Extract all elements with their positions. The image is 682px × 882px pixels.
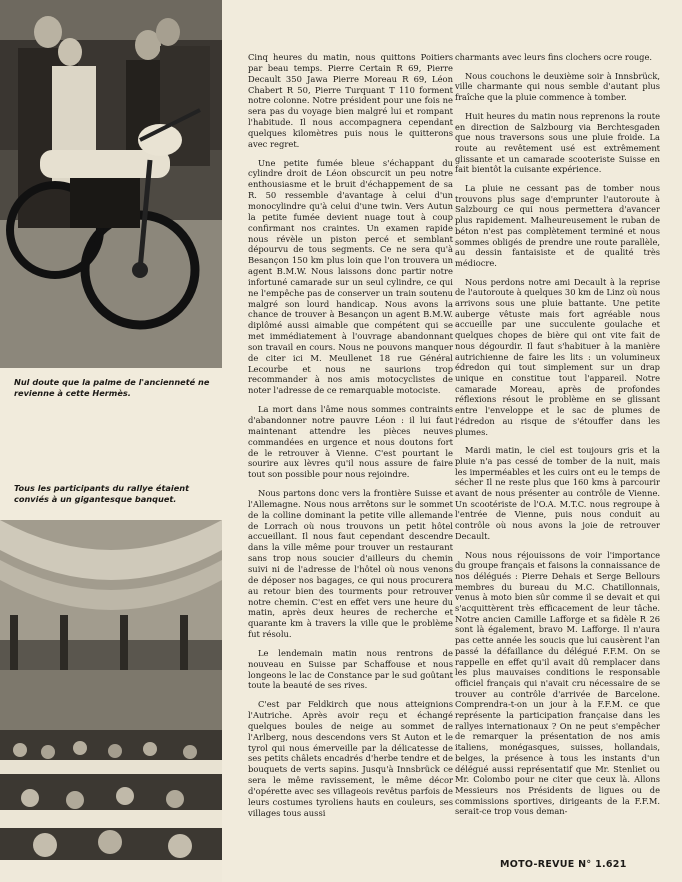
- page-footer: MOTO-REVUE N° 1.621: [500, 859, 627, 870]
- paragraph: Le lendemain matin nous rentrons de nouveau en Suisse par Schaffouse et nous longeons le lac de Constance par le sud goûtant toute la beauté de ses rives.: [248, 647, 453, 691]
- paragraph: La pluie ne cessant pas de tomber nous trouvons plus sage d'emprunter l'autoroute à Salzbourg ce qui nous permettera d'avancer plus rapidement. Malheureusement le ruban de béton n'est pas complètement terminé et nous sommes obligés de prendre une route parallèle, au dessin fantaisiste et de qualité très médiocre.: [455, 183, 660, 268]
- paragraph: Nous perdons notre ami Decault à la reprise de l'autoroute à quelques 30 km de Linz où nous arrivons sous une pluie battante. Une petite auberge vêtuste mais fort agréable nous accueille par une succulente goulache et quelques chopes de bière qui ont vite fait de nous dégourdir. Il faut s'habituer à la manière autrichienne de faire les lits : un volumineux édredon qui tout simplement sur un drap unique en constitue tout l'appareil. Notre camarade Moreau, après de profondes réflexions résout le problème en se glissant entre l'enveloppe et le sac de plumes de l'édredon au risque de s'étouffer dans les plumes.: [455, 276, 660, 437]
- caption-photo2: Tous les participants du rallye étaient conviés à un gigantesque banquet.: [14, 483, 189, 504]
- paragraph: Nous nous réjouissons de voir l'importance du groupe français et faisons la connaissance de nos délégués : Pierre Dehais et Serge Bellours membres du bureau du M.C. Chatillonnais, venus à moto bien sûr comme il se devait et qui s'acquittèrent très efficacement de leur tâche. Notre ancien Camille Lafforge et sa fidèle R 26 sont là également, bravo M. Lafforge. Il n'aura pas cette année les soucis que lui causèrent l'an passé la défaillance du délégué F.F.M. On se rappelle en effet qu'il avait dû remplacer dans les plus mauvaises conditions le responsable officiel français qui n'avait cru nécessaire de se trouver au contrôle d'arrivée de Barcelone. Comprendra-t-on un jour à la F.F.M. ce que représente la participation française dans les rallyes internationaux ? On ne peut s'empêcher de remarquer la présentation de nos amis italiens, monégasques, suisses, hollandais, belges, la présence à tous les instants d'un délégué aussi représentatif que Mr. Stenliet ou Mr. Colombo pour ne citer que ceux là. Allons Messieurs nos Présidents de ligues ou de commissions sportives, dirigeants de la F.F.M. serait-ce trop vous deman-: [455, 549, 660, 817]
- photo-banquet-hall: [0, 520, 222, 882]
- paragraph: La mort dans l'âme nous sommes contraints d'abandonner notre pauvre Léon : il lui faut maintenant attendre les pièces neuves commandées en urgence et nous doutons fort de le retrouver à Vienne. C'est pourtant le sourire aux lèvres qu'il nous assure de faire tout son possible pour nous rejoindre.: [248, 404, 453, 480]
- article-column-1: [248, 52, 453, 827]
- article-column-2: [455, 52, 660, 825]
- paragraph: Nous partons donc vers la frontière Suisse et l'Allemagne. Nous nous arrêtons sur le sommet de la colline dominant la petite ville allemande de Lorrach où nous trouvons un petit hôtel accueillant. Il nous faut cependant descendre dans la ville même pour trouver un restaurant sans trop nous soucier d'ailleurs du chemin suivi ni de l'adresse de l'hôtel où nous venons de déposer nos bagages, ce qui nous procurera au retour bien des tourments pour retrouver notre chemin. C'est en effet vers une heure du matin, après deux heures de recherche et quarante km à travers la ville que le problème fut résolu.: [248, 488, 453, 640]
- paragraph: Huit heures du matin nous reprenons la route en direction de Salzbourg via Berchtesgaden que nous traversons sous une pluie froide. La route au revêtement usé est extrêmement glissante et un camarade scooteriste Suisse en fait bientôt la cuisante expérience.: [455, 110, 660, 175]
- paragraph: C'est par Feldkirch que nous atteignions l'Autriche. Après avoir reçu et échangé quelques boules de neige au sommet de l'Arlberg, nous descendons vers St Auton et le tyrol qui nous émerveille par la délicatesse de ses petits châlets encadrés d'herbe tendre et de bouquets de verts sapins. Jusqu'à Innsbrück ce sera le même ravissement, le même décor d'opérette avec ses villageois revêtus parfois de leurs costumes tyroliens hauts en couleurs, ses villages tous aussi: [248, 699, 453, 818]
- photo-hermes-motorcycle: [0, 0, 222, 368]
- paragraph: Mardi matin, le ciel est toujours gris et la pluie n'a pas cessé de tomber de la nuit, mais les imperméables et les cuirs ont eu le temps de sécher Il ne reste plus que 160 kms à parcourir avant de nous présenter au contrôle de Vienne. Un scootériste de l'O.A. M.T.C. nous regroupe à l'entrée de Vienne, puis nous conduit au contrôle où nous avons la joie de retrouver Decault.: [455, 445, 660, 541]
- paragraph: charmants avec leurs fins clochers ocre rouge.: [455, 52, 653, 62]
- paragraph: Une petite fumée bleue s'échappant du cylindre droit de Léon obscurcit un peu notre enthousiasme et le bruit d'échappement de sa R. 50 ressemble d'avantage à celui d'un monocylindre qu'à celui d'une twin. Vers Autun la petite fumée devient nuage tout à coup confirmant nos craintes. Un examen rapide nous révèle un piston percé et semblant dépourvu de tous segments. Ce ne sera qu'à Besançon 150 km plus loin que l'on trouvera un agent B.M.W. Nous laissons donc partir notre infortuné camarade sur un seul cylindre, ce qui ne l'empêche pas de conserver un train soutenu malgré son lourd handicap. Nous avons la chance de trouver à Besançon un agent B.M.W. diplômé aussi aimable que compétent qui se met immédiatement à l'ouvrage abandonnant son travail en cours. Nous ne pouvons manquer de citer ici M. Meullenet 18 rue Général Lecourbe et nous ne saurions trop recommander à nos amis motocyclistes de noter l'adresse de ce remarquable motociste.: [248, 157, 453, 396]
- caption-photo1: Nul doute que la palme de l'ancienneté ne revienne à cette Hermès.: [14, 377, 210, 398]
- paragraph: Cinq heures du matin, nous quittons Poitiers par beau temps. Pierre Certain R 69, Pierre Decault 350 Jawa Pierre Moreau R 69, Léon Chabert R 50, Pierre Turquant T 110 forment notre colonne. Notre président pour une fois ne sera pas du voyage bien malgré lui et rompant l'habitude. Il nous accompagnera cependant quelques kilomètres puis nous le quitterons avec regret.: [248, 52, 453, 149]
- paragraph: Nous couchons le deuxième soir à Innsbrück, ville charmante qui nous semble d'autant plus fraîche que la pluie commence à tomber.: [455, 70, 660, 103]
